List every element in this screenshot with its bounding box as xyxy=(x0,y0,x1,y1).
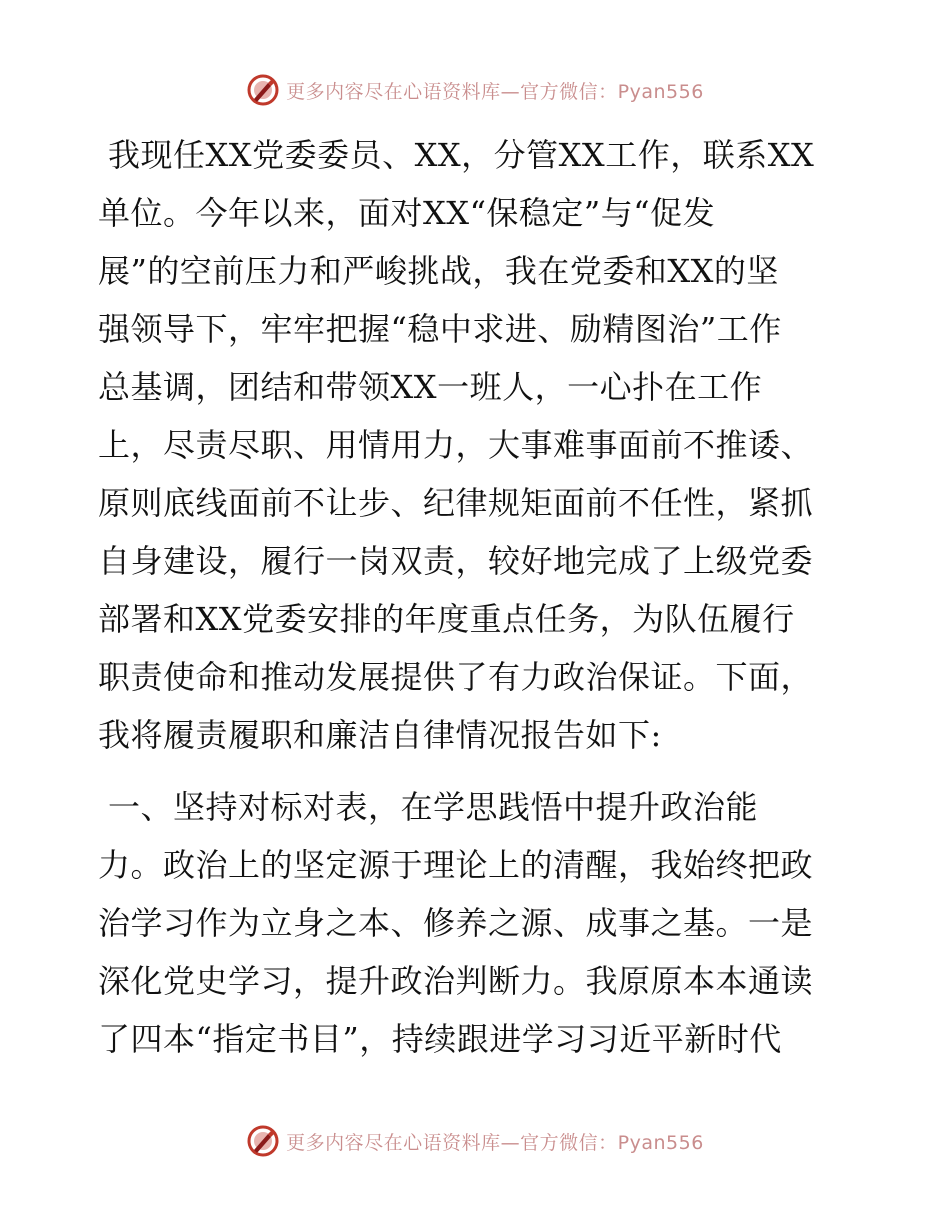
pen-circle-logo-icon xyxy=(246,1124,280,1158)
pen-circle-logo-icon xyxy=(246,73,280,107)
text-line: 我现任XX党委委员、XX，分管XX工作，联系XX xyxy=(108,136,815,174)
text-line: 上，尽责尽职、用情用力，大事难事面前不推诿、 xyxy=(98,426,814,464)
footer-watermark xyxy=(0,1121,950,1161)
paragraph-section-one xyxy=(98,778,850,1068)
text-line: 总基调，团结和带领XX一班人，一心扑在工作 xyxy=(98,368,763,406)
paragraph-intro xyxy=(98,126,850,764)
text-line: 部署和XX党委安排的年度重点任务，为队伍履行 xyxy=(98,600,795,638)
text-line: 了四本“指定书目”，持续跟进学习习近平新时代 xyxy=(98,1020,782,1058)
text-line: 展”的空前压力和严峻挑战，我在党委和XX的坚 xyxy=(98,252,779,290)
document-body xyxy=(98,126,850,1068)
text-line: 我将履责履职和廉洁自律情况报告如下: xyxy=(98,716,662,754)
header-watermark xyxy=(0,70,950,110)
text-line: 治学习作为立身之本、修养之源、成事之基。一是 xyxy=(98,904,814,942)
text-line: 单位。今年以来，面对XX“保稳定”与“促发 xyxy=(98,194,716,232)
text-line: 自身建设，履行一岗双责，较好地完成了上级党委 xyxy=(98,542,814,580)
text-line: 原则底线面前不让步、纪律规矩面前不任性，紧抓 xyxy=(98,484,814,522)
text-line: 力。政治上的坚定源于理论上的清醒，我始终把政 xyxy=(98,846,814,884)
text-line: 强领导下，牢牢把握“稳中求进、励精图治”工作 xyxy=(98,310,782,348)
watermark-text: 更多内容尽在心语资料库—官方微信：Pyan556 xyxy=(286,80,704,103)
section-heading-line: 一、坚持对标对表，在学思践悟中提升政治能 xyxy=(108,788,759,826)
watermark-text: 更多内容尽在心语资料库—官方微信：Pyan556 xyxy=(286,1131,704,1154)
paragraph-spacer xyxy=(98,764,850,778)
text-line: 深化党史学习，提升政治判断力。我原原本本通读 xyxy=(98,962,814,1000)
text-line: 职责使命和推动发展提供了有力政治保证。下面， xyxy=(98,658,814,696)
